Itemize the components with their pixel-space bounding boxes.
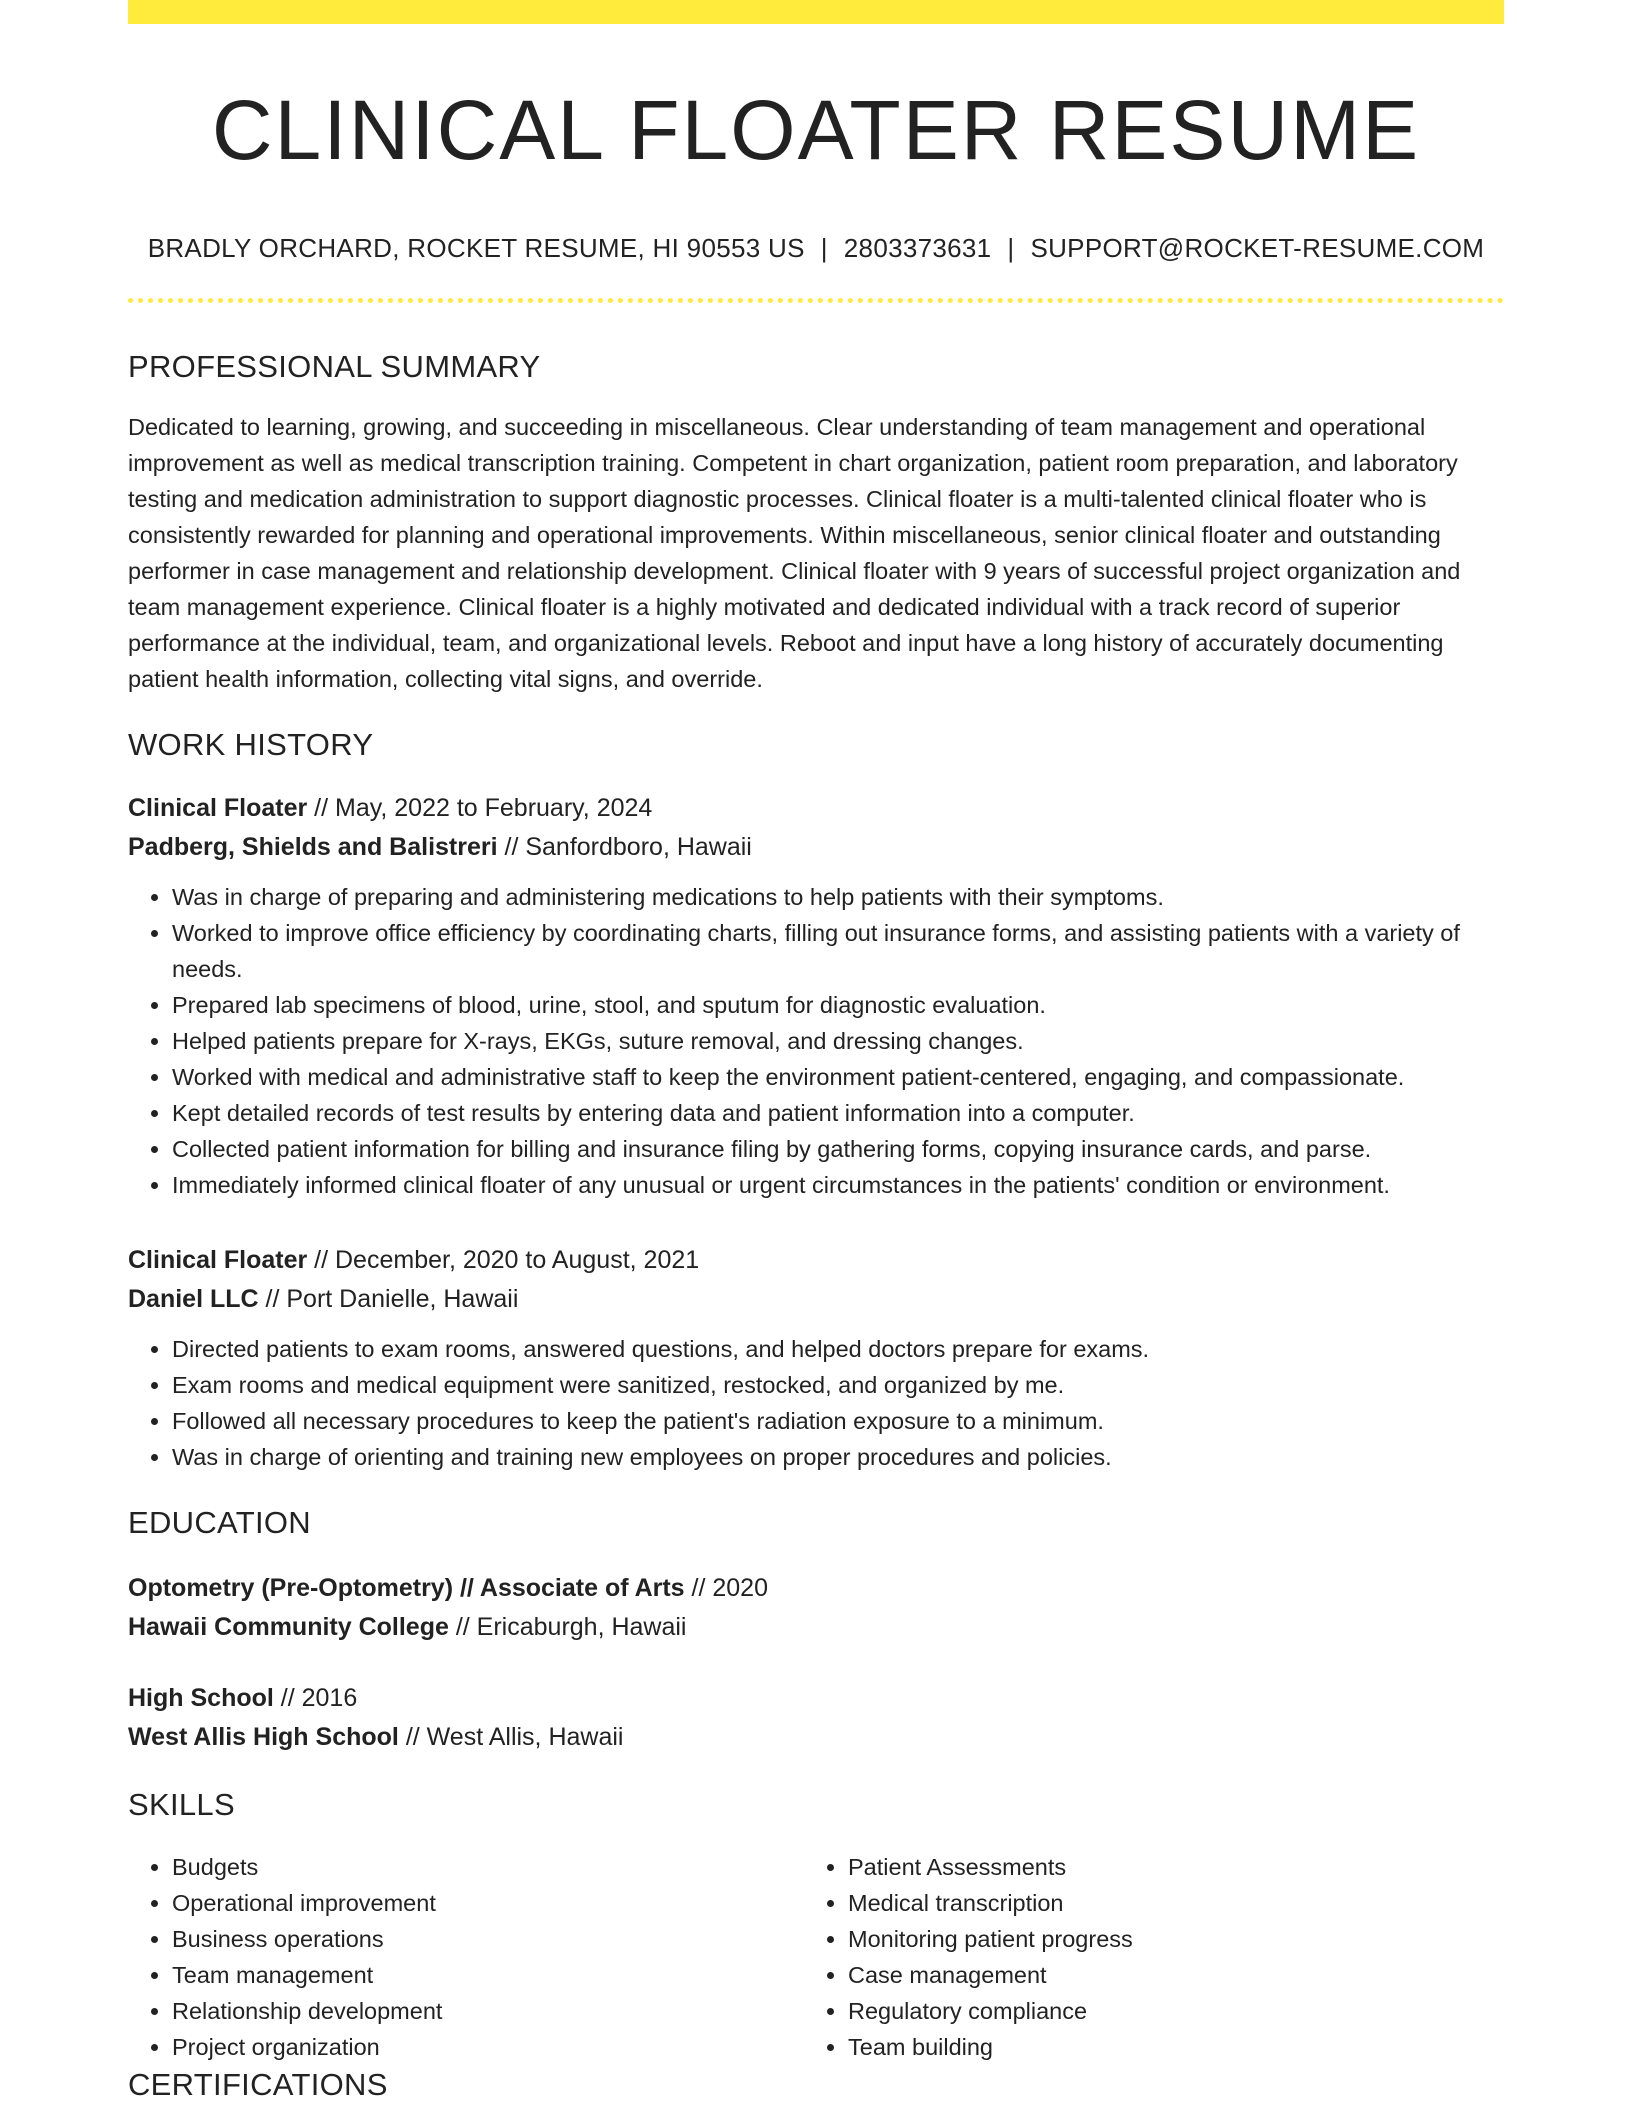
job-bullet-list — [128, 879, 1504, 1203]
job-dates: // December, 2020 to August, 2021 — [307, 1246, 700, 1274]
list-item: • Business operations — [172, 1921, 804, 1957]
contact-email[interactable]: SUPPORT@ROCKET-RESUME.COM — [1030, 233, 1485, 263]
list-item: • Immediately informed clinical floater of any unusual or urgent circumstances in the patients' condition or environment. — [172, 1167, 1504, 1203]
certifications-heading: CERTIFICATIONS — [128, 2067, 388, 2102]
list-item: • Collected patient information for billing and insurance filing by gathering forms, copying insurance cards, and parse. — [172, 1131, 1504, 1167]
education-school-line — [128, 1608, 1504, 1647]
job-dates: // May, 2022 to February, 2024 — [307, 794, 653, 822]
contact-address: BRADLY ORCHARD, ROCKET RESUME, HI 90553 US — [147, 233, 805, 263]
list-item: • Helped patients prepare for X-rays, EKGs, suture removal, and dressing changes. — [172, 1023, 1504, 1059]
summary-text: Dedicated to learning, growing, and succeeding in miscellaneous. Clear understanding of team management and operational improvement as well as medical transcription training. Competent in chart organization, patient room preparation, and laboratory testing and medication administration to support diagnostic processes. Clinical floater is a multi-talented clinical floater who is consistently rewarded for planning and operational improvements. Within miscellaneous, senior clinical floater and outstanding performer in case management and relationship development. Clinical floater with 9 years of successful project organization and team management experience. Clinical floater is a highly motivated and dedicated individual with a track record of superior performance at the individual, team, and organizational levels. Reboot and input have a long history of accurately documenting patient health information, collecting vital signs, and override. — [128, 414, 1461, 692]
list-item: • Worked to improve office efficiency by coordinating charts, filling out insurance forms, and assisting patients with a variety of needs. — [172, 915, 1504, 987]
education-school-line — [128, 1718, 1504, 1757]
education-school: Hawaii Community College — [128, 1613, 449, 1641]
list-item: • Budgets — [172, 1849, 804, 1885]
job-title: Clinical Floater — [128, 1246, 308, 1274]
list-item: • Exam rooms and medical equipment were sanitized, restocked, and organized by me. — [172, 1367, 1504, 1403]
list-item: • Project organization — [172, 2029, 804, 2065]
job-location: // Port Danielle, Hawaii — [258, 1285, 519, 1313]
contact-separator: | — [820, 233, 828, 263]
skills-list-left — [128, 1849, 804, 2065]
list-item: • Regulatory compliance — [848, 1993, 1480, 2029]
job-location: // Sanfordboro, Hawaii — [497, 833, 752, 861]
list-item: • Prepared lab specimens of blood, urine, stool, and sputum for diagnostic evaluation. — [172, 987, 1504, 1023]
contact-separator: | — [1007, 233, 1015, 263]
education-degree: Optometry (Pre-Optometry) // Associate of Arts — [128, 1574, 685, 1602]
job-entry — [128, 1241, 1504, 1475]
list-item: • Was in charge of orienting and training new employees on proper procedures and policies. — [172, 1439, 1504, 1475]
list-item: • Kept detailed records of test results by entering data and patient information into a computer. — [172, 1095, 1504, 1131]
resume-title: CLINICAL FLOATER RESUME — [211, 83, 1421, 177]
job-company-line — [128, 1280, 1504, 1319]
contact-line — [128, 232, 1504, 264]
education-degree: High School — [128, 1684, 274, 1712]
education-entry — [128, 1679, 1504, 1757]
skills-list-right — [804, 1849, 1480, 2065]
education-entry — [128, 1569, 1504, 1647]
work-history-heading: WORK HISTORY — [128, 727, 374, 762]
summary-heading: PROFESSIONAL SUMMARY — [128, 349, 541, 384]
job-bullet-list — [128, 1331, 1504, 1475]
skills-columns — [128, 1849, 1504, 2065]
accent-top-bar — [128, 0, 1504, 24]
list-item: • Directed patients to exam rooms, answered questions, and helped doctors prepare for exams. — [172, 1331, 1504, 1367]
job-company: Padberg, Shields and Balistreri — [128, 833, 498, 861]
education-heading: EDUCATION — [128, 1505, 311, 1540]
job-title: Clinical Floater — [128, 794, 308, 822]
education-degree-line — [128, 1569, 1504, 1608]
list-item: • Followed all necessary procedures to keep the patient's radiation exposure to a minimum. — [172, 1403, 1504, 1439]
list-item: • Case management — [848, 1957, 1480, 1993]
dotted-divider — [128, 298, 1504, 303]
contact-phone[interactable]: 2803373631 — [843, 233, 992, 263]
list-item: • Was in charge of preparing and administering medications to help patients with their symptoms. — [172, 879, 1504, 915]
list-item: • Worked with medical and administrative staff to keep the environment patient-centered, engaging, and compassionate. — [172, 1059, 1504, 1095]
resume-page — [128, 0, 1504, 2105]
list-item: • Team management — [172, 1957, 804, 1993]
job-entry — [128, 789, 1504, 1203]
list-item: • Team building — [848, 2029, 1480, 2065]
skills-heading: SKILLS — [128, 1787, 235, 1822]
list-item: • Monitoring patient progress — [848, 1921, 1480, 1957]
job-company: Daniel LLC — [128, 1285, 259, 1313]
job-title-line — [128, 1241, 1504, 1280]
education-location: // West Allis, Hawaii — [398, 1723, 624, 1751]
education-year: // 2016 — [273, 1684, 358, 1712]
education-year: // 2020 — [684, 1574, 768, 1602]
list-item: • Operational improvement — [172, 1885, 804, 1921]
education-location: // Ericaburgh, Hawaii — [448, 1613, 687, 1641]
job-company-line — [128, 828, 1504, 867]
list-item: • Relationship development — [172, 1993, 804, 2029]
education-school: West Allis High School — [128, 1723, 399, 1751]
list-item: • Medical transcription — [848, 1885, 1480, 1921]
job-title-line — [128, 789, 1504, 828]
list-item: • Patient Assessments — [848, 1849, 1480, 1885]
education-degree-line — [128, 1679, 1504, 1718]
